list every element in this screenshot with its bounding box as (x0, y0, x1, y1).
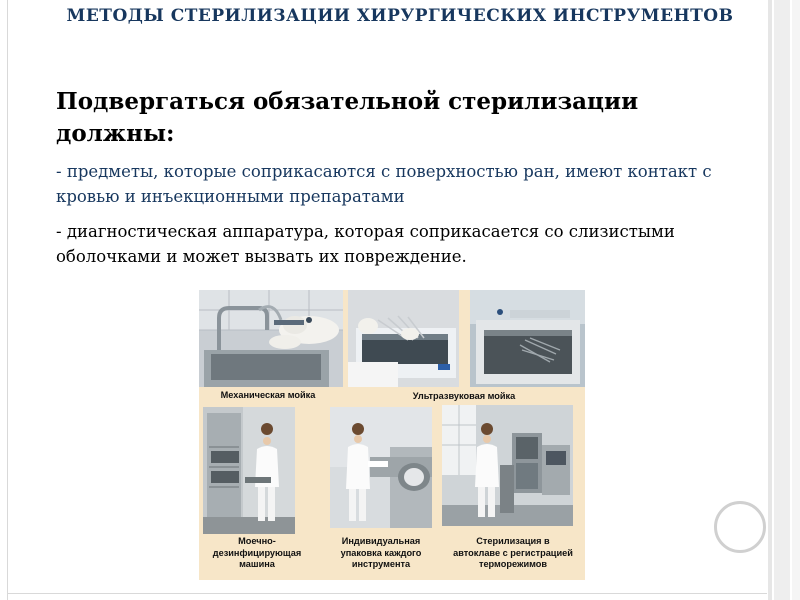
decor-circle (714, 501, 766, 553)
caption-mechanical-wash: Механическая мойка (220, 390, 316, 400)
caption-individual-packaging: Индивидуальная упаковка каждого инструмента (340, 536, 422, 569)
slide-title: МЕТОДЫ СТЕРИЛИЗАЦИИ ХИРУРГИЧЕСКИХ ИНСТРУМЕНТОВ (66, 6, 734, 26)
photo-washer-disinfector (203, 407, 295, 534)
photo-individual-packaging (330, 407, 432, 528)
slide-frame-left (7, 0, 8, 600)
caption-washer-disinfector: Моечно-дезинфицирующая машина (212, 536, 302, 569)
decor-stripe (774, 0, 790, 600)
photo-autoclave (442, 405, 573, 526)
photo-ultrasonic-bath (348, 290, 459, 387)
list-item: - предметы, которые соприкасаются с поверхностью ран, имеют контакт с кровью и инъекционными препаратами (56, 162, 712, 206)
list-item: - диагностическая аппаратура, которая соприкасается со слизистыми оболочками и может вызвать их повреждение. (56, 222, 675, 266)
slide-frame-bottom (7, 593, 767, 594)
decor-stripe (792, 0, 800, 600)
decor-stripe (768, 0, 772, 600)
caption-ultrasonic-wash: Ультразвуковая мойка (412, 391, 516, 401)
caption-autoclave: Стерилизация в автоклаве с регистрацией терморежимов (453, 536, 573, 569)
photo-ultrasonic-tank (470, 290, 585, 387)
photo-collage (199, 290, 585, 580)
slide-heading: Подвергаться обязательной стерилизации должны: (56, 88, 639, 147)
photo-mechanical-wash (199, 290, 343, 387)
